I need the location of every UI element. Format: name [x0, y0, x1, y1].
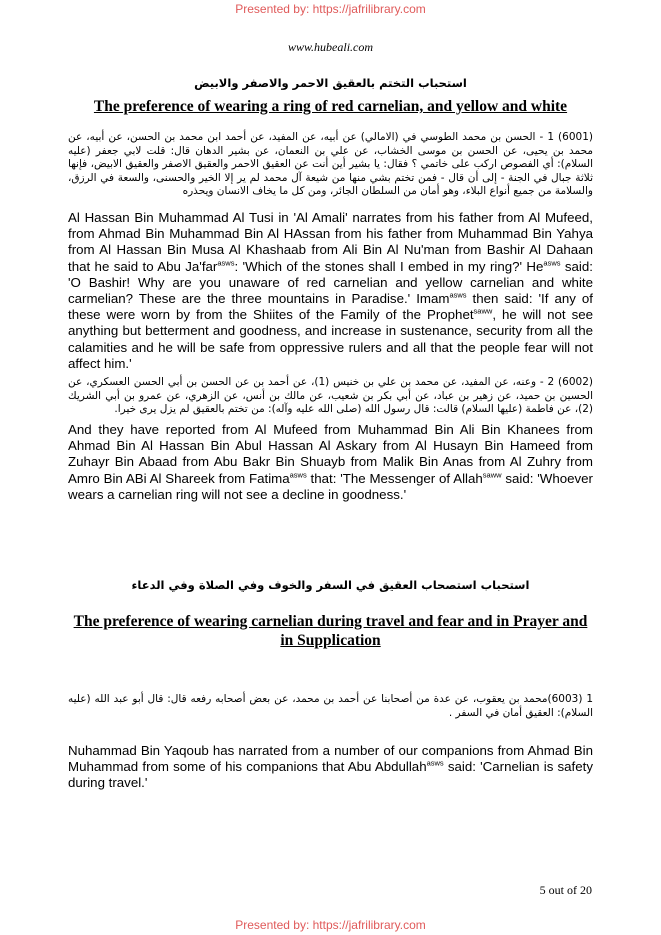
hadith1-arabic: (6001) 1 - الحسن بن محمد الطوسي في (الامالي) عن أبيه، عن المفيد، عن أحمد ابن محمد بن الحسن، عن أبيه، عن محمد بن يحيى، عن الحسن بن موسى الخشاب، عن علي بن النعمان، عن بشير الدهان قال: قلت لابي جعفر (عليه السلام): أي الفصوص اركب على خاتمي ؟ فقال: يا بشير أين أنت عن العقيق الاحمر والعقيق الاصفر والعقيق الابيض، فإنها ثلاثة جبال في الجنة - إلى أن قال - فمن تختم بشي منها من شيعة آل محمد لم ير إلا الخير والحسنى، والسعة في الرزق، والسلامة من جميع أنواع البلاء، وهو أمان من السلطان الجائر، ومن كل ما يخاف الانسان ويحذره [68, 131, 593, 197]
asws-mark: asws [449, 290, 467, 300]
hadith1-text-3: said: 'O Bashir! Why are you unaware of red carnelian and yellow carnelian and white carmelian? These are the three mountains in Paradise.' Imam [68, 258, 593, 307]
asws-mark: asws [543, 258, 561, 268]
hadith3-text-2: said: 'Carnelian is safety during travel.' [68, 759, 593, 791]
asws-mark: asws [217, 258, 235, 268]
hadith1-text-2: : 'Which of the stones shall I embed in my ring?' He [234, 258, 544, 274]
hadith1-english [68, 210, 593, 372]
hadith3-text-1: Nuhammad Bin Yaqoub has narrated from a number of our companions from Ahmad Bin Muhammad from some of his companions that Abu Abdullah [68, 743, 593, 775]
section2-title-english: The preference of wearing carnelian during travel and fear and in Prayer and in Supplication [73, 613, 588, 649]
hadith2-text-3: said: 'Whoever wears a carnelian ring will not see a decline in goodness.' [68, 470, 593, 502]
site-url: www.hubeali.com [287, 40, 374, 54]
section2-title-arabic: استحباب استصحاب العقيق في السفر والخوف وفي الصلاة وفي الدعاء [131, 578, 530, 592]
hadith2-english [68, 422, 593, 503]
asws-mark: asws [426, 758, 444, 768]
watermark-top: Presented by: https://jafrilibrary.com [235, 2, 426, 16]
section1-title-arabic: استحباب التختم بالعقيق الاحمر والاصفر والابيض [194, 76, 467, 90]
hadith2-arabic: (6002) 2 - وعنه، عن المفيد، عن محمد بن علي بن خنيس (1)، عن أحمد بن عن الحسن بن أبي الحسن العسكري، عن الحسين بن حميد، عن زهير بن عباد، عن أبي بكر بن شعيب، عن مالك بن أنس، عن الزهري، عن عمرو بن أبي الشريك (2)، عن فاطمة (عليها السلام) قالت: قال رسول الله (صلى الله عليه وآله): من تختم بالعقيق لم يزل يرى خيرا. [68, 376, 593, 415]
hadith1-text-1: Al Hassan Bin Muhammad Al Tusi in 'Al Amali' narrates from his father from Al Mufeed, from Ahmad Bin Muhammad Bin Al HAssan from his father from Muhammad Bin Yahya from Al Hassan Bin Musa Al Khashaab from Ali Bin Al Nu'man from Bashir Al Dahaan that he said to Abu Ja'far [68, 210, 593, 274]
asws-mark: asws [289, 470, 307, 480]
page-number: 5 out of 20 [539, 883, 592, 897]
hadith2-text-1: And they have reported from Al Mufeed from Muhammad Bin Ali Bin Khanees from Ahmad Bin Al Hassan Bin Abul Hassan Al Askary from Al Husayn Bin Hameed from Zuhayr Bin Abaad from Abu Bakr Bin Shuayb from Malik Bin Anas from Al Zuhry from Amro Bin ABi Al Shareek from Fatima [68, 422, 593, 486]
saww-mark: saww [473, 306, 493, 316]
section1-title-english: The preference of wearing a ring of red carnelian, and yellow and white [93, 98, 568, 115]
hadith3-english [68, 743, 593, 792]
saww-mark: saww [482, 470, 502, 480]
hadith3-arabic: 1 (6003)محمد بن يعقوب، عن عدة من أصحابنا عن أحمد بن محمد، عن بعض أصحابه رفعه قال: قال أبو عبد الله (عليه السلام): العقيق أمان في السفر . [68, 693, 594, 719]
hadith1-text-5: , he will not see anything but betterment and goodness, and increase in sustenance, security from all the calamities and he will be safe from oppressive rulers and all that the people fear will not affect him.' [68, 307, 594, 371]
hadith1-text-4: then said: 'If any of these were worn by from the Shiites of the Family of the Prophet [68, 291, 593, 323]
hadith2-text-2: that: 'The Messenger of Allah [306, 470, 483, 486]
watermark-bottom: Presented by: https://jafrilibrary.com [235, 918, 426, 932]
